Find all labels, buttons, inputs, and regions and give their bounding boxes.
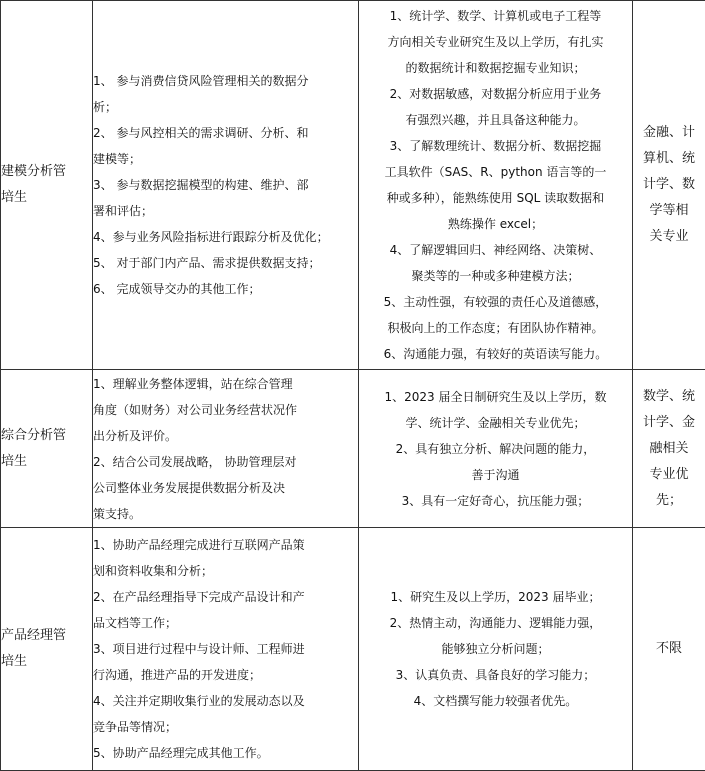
position-title: 综合分析管: [1, 423, 92, 449]
position-title-cell: [1, 528, 93, 771]
duty-line: 4、关注并定期收集行业的发展动态以及: [93, 688, 358, 714]
major-line: 融相关: [633, 436, 705, 462]
requirement-line: 4、了解逻辑回归、神经网络、决策树、: [359, 237, 632, 263]
duty-line: 3、 参与数据挖掘模型的构建、维护、部: [93, 172, 358, 198]
position-title: 培生: [1, 649, 92, 675]
major-cell: [633, 370, 705, 528]
duty-line: 5、 对于部门内产品、需求提供数据支持；: [93, 250, 358, 276]
major-cell: [633, 1, 705, 370]
requirement-line: 熟练操作 excel；: [359, 211, 632, 237]
duty-line: 策支持。: [93, 501, 358, 527]
requirements-cell: [359, 370, 633, 528]
major-cell: [633, 528, 705, 771]
duty-line: 1、 参与消费信贷风险管理相关的数据分: [93, 68, 358, 94]
duty-line: 品文档等工作；: [93, 610, 358, 636]
major-line: 金融、计: [633, 120, 705, 146]
duty-line: 2、在产品经理指导下完成产品设计和产: [93, 584, 358, 610]
duty-line: 出分析及评价。: [93, 423, 358, 449]
requirement-line: 3、了解数理统计、数据分析、数据挖掘: [359, 133, 632, 159]
requirement-line: 3、认真负责、具备良好的学习能力；: [359, 662, 632, 688]
requirement-line: 1、2023 届全日制研究生及以上学历，数: [359, 384, 632, 410]
major-line: 学等相: [633, 198, 705, 224]
duty-line: 行沟通，推进产品的开发进度；: [93, 662, 358, 688]
position-title-cell: [1, 370, 93, 528]
requirement-line: 2、对数据敏感，对数据分析应用于业务: [359, 81, 632, 107]
requirement-line: 工具软件（SAS、R、python 语言等的一: [359, 159, 632, 185]
requirements-cell: [359, 1, 633, 370]
requirement-line: 6、沟通能力强，有较好的英语读写能力。: [359, 341, 632, 367]
major-line: 计学、金: [633, 410, 705, 436]
position-title: 培生: [1, 449, 92, 475]
position-title: 产品经理管: [1, 623, 92, 649]
duties-cell: [93, 370, 359, 528]
duty-line: 6、 完成领导交办的其他工作；: [93, 276, 358, 302]
requirement-line: 积极向上的工作态度；有团队协作精神。: [359, 315, 632, 341]
requirement-line: 5、主动性强，有较强的责任心及道德感，: [359, 289, 632, 315]
requirement-line: 的数据统计和数据挖掘专业知识；: [359, 55, 632, 81]
duty-line: 3、项目进行过程中与设计师、工程师进: [93, 636, 358, 662]
requirement-line: 4、文档撰写能力较强者优先。: [359, 688, 632, 714]
requirements-cell: [359, 528, 633, 771]
table-row: [1, 370, 705, 528]
duty-line: 建模等；: [93, 146, 358, 172]
requirement-line: 3、具有一定好奇心，抗压能力强；: [359, 488, 632, 514]
duty-line: 5、协助产品经理完成其他工作。: [93, 740, 358, 766]
duty-line: 划和资料收集和分析；: [93, 558, 358, 584]
duty-line: 析；: [93, 94, 358, 120]
position-title: 培生: [1, 185, 92, 211]
duty-line: 4、参与业务风险指标进行跟踪分析及优化；: [93, 224, 358, 250]
major-line: 关专业: [633, 224, 705, 250]
duty-line: 1、协助产品经理完成进行互联网产品策: [93, 532, 358, 558]
duties-cell: [93, 1, 359, 370]
requirement-line: 善于沟通: [359, 462, 632, 488]
table-row: [1, 1, 705, 370]
position-title: 建模分析管: [1, 159, 92, 185]
requirement-line: 有强烈兴趣，并且具备这种能力。: [359, 107, 632, 133]
major-line: 专业优: [633, 462, 705, 488]
requirement-line: 聚类等的一种或多种建模方法；: [359, 263, 632, 289]
requirement-line: 能够独立分析问题；: [359, 636, 632, 662]
requirement-line: 2、具有独立分析、解决问题的能力，: [359, 436, 632, 462]
requirement-line: 1、统计学、数学、计算机或电子工程等: [359, 3, 632, 29]
major-line: 数学、统: [633, 384, 705, 410]
duty-line: 公司整体业务发展提供数据分析及决: [93, 475, 358, 501]
duty-line: 竞争品等情况；: [93, 714, 358, 740]
duty-line: 1、理解业务整体逻辑，站在综合管理: [93, 371, 358, 397]
major-line: 计学、数: [633, 172, 705, 198]
table-row: [1, 528, 705, 771]
duty-line: 署和评估；: [93, 198, 358, 224]
duty-line: 2、 参与风控相关的需求调研、分析、和: [93, 120, 358, 146]
requirement-line: 学、统计学、金融相关专业优先；: [359, 410, 632, 436]
requirement-line: 1、研究生及以上学历，2023 届毕业；: [359, 584, 632, 610]
major-line: 不限: [633, 636, 705, 662]
requirement-line: 种或多种），能熟练使用 SQL 读取数据和: [359, 185, 632, 211]
major-line: 先；: [633, 488, 705, 514]
duty-line: 角度（如财务）对公司业务经营状况作: [93, 397, 358, 423]
duties-cell: [93, 528, 359, 771]
requirement-line: 2、热情主动，沟通能力、逻辑能力强，: [359, 610, 632, 636]
duty-line: 2、结合公司发展战略， 协助管理层对: [93, 449, 358, 475]
requirement-line: 方向相关专业研究生及以上学历，有扎实: [359, 29, 632, 55]
major-line: 算机、统: [633, 146, 705, 172]
position-title-cell: [1, 1, 93, 370]
